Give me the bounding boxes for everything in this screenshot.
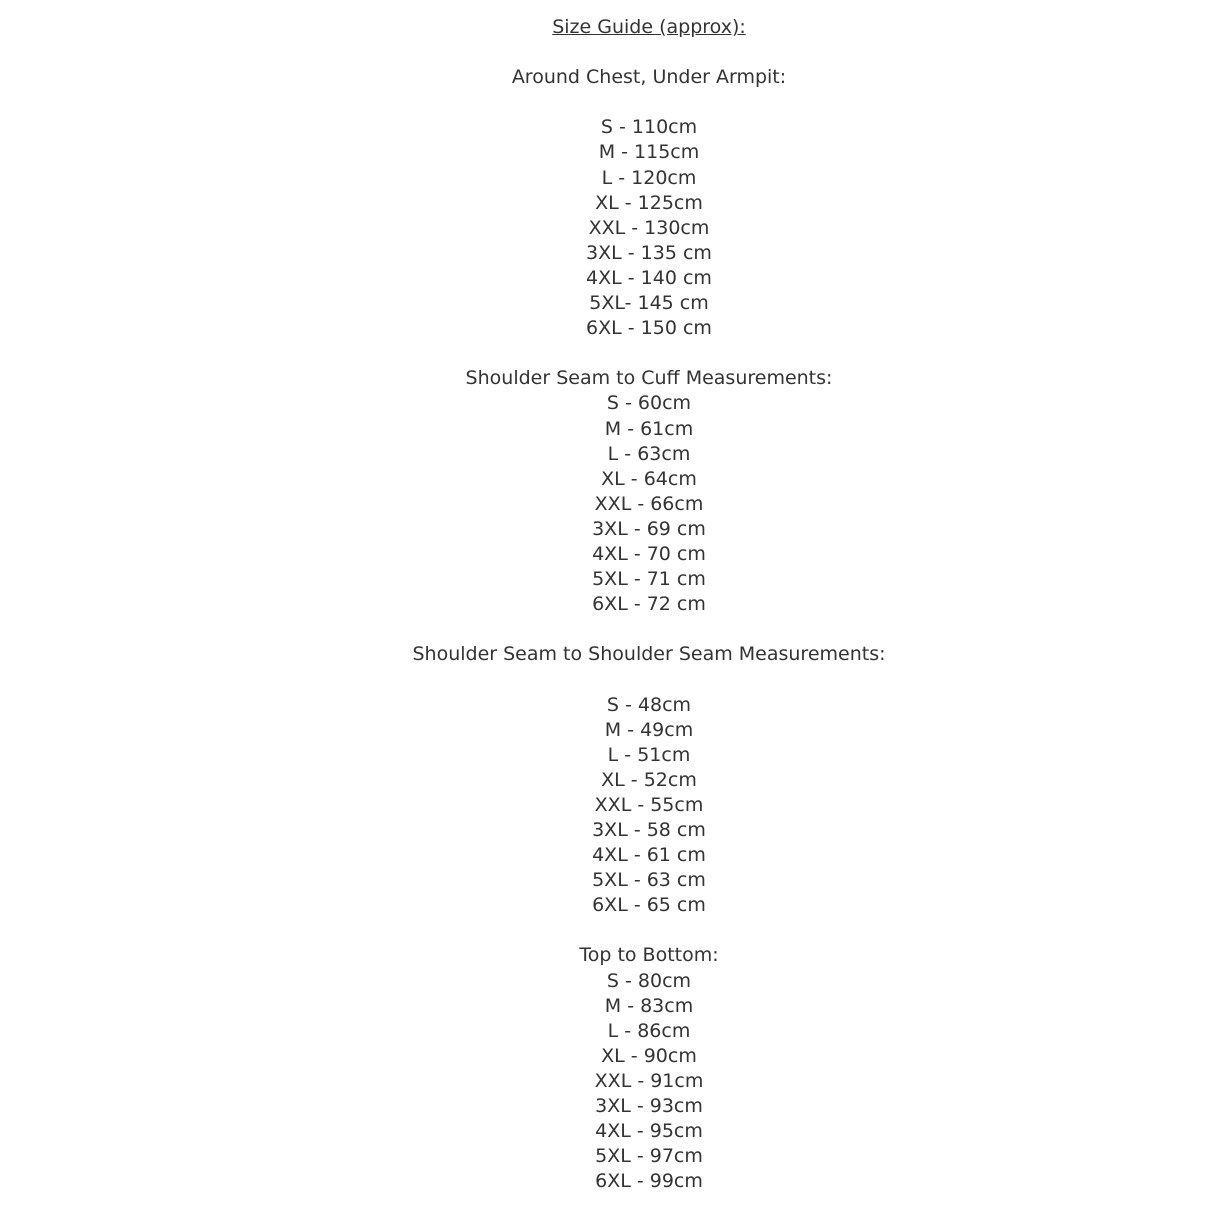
size-row: L - 120cm: [601, 166, 697, 189]
size-row: 5XL- 145 cm: [589, 292, 709, 315]
size-row: 4XL - 61 cm: [592, 844, 706, 867]
spacer: [84, 90, 1214, 115]
size-row: 4XL - 95cm: [595, 1120, 703, 1143]
size-row: XL - 125cm: [595, 191, 703, 214]
size-row: 6XL - 99cm: [595, 1170, 703, 1193]
size-row: XXL - 130cm: [588, 216, 710, 239]
size-row: 5XL - 97cm: [595, 1145, 703, 1168]
size-row: L - 86cm: [607, 1019, 691, 1042]
size-row: 3XL - 58 cm: [592, 819, 706, 841]
size-row: M - 61cm: [604, 417, 694, 440]
section-seam-to-seam: [84, 642, 1214, 918]
size-row: L - 63cm: [607, 442, 691, 465]
size-row: S - 48cm: [606, 693, 692, 716]
section-around-chest: [84, 65, 1214, 341]
size-row: M - 83cm: [604, 994, 694, 1017]
spacer: [84, 40, 1214, 65]
size-row: 4XL - 70 cm: [592, 542, 706, 565]
size-row: M - 49cm: [604, 718, 694, 741]
size-row: 4XL - 140 cm: [586, 266, 712, 289]
section-seam-to-cuff: [84, 366, 1214, 617]
size-row: XXL - 66cm: [594, 492, 704, 515]
size-row: XL - 90cm: [601, 1044, 697, 1067]
size-row: XL - 64cm: [601, 467, 697, 490]
size-row: S - 110cm: [600, 116, 698, 139]
section-heading: Around Chest, Under Armpit:: [511, 66, 787, 89]
size-row: XL - 52cm: [601, 768, 697, 791]
size-row: 6XL - 72 cm: [592, 593, 706, 616]
size-row: L - 51cm: [607, 743, 691, 766]
size-row: 3XL - 69 cm: [592, 517, 706, 540]
size-row: 5XL - 63 cm: [592, 869, 706, 892]
size-row: M - 115cm: [598, 141, 700, 164]
size-row: 5XL - 71 cm: [592, 568, 706, 591]
size-row: 6XL - 65 cm: [592, 894, 706, 917]
section-heading: Shoulder Seam to Cuff Measurements:: [465, 367, 833, 390]
size-row: XXL - 55cm: [594, 793, 704, 816]
section-heading: Shoulder Seam to Shoulder Seam Measurements:: [412, 643, 886, 666]
spacer: [84, 341, 1214, 366]
spacer: [84, 617, 1214, 642]
size-row: S - 80cm: [606, 969, 692, 992]
size-row: 6XL - 150 cm: [586, 317, 712, 340]
page-title: Size Guide (approx):: [552, 16, 746, 38]
size-row: S - 60cm: [606, 392, 692, 415]
size-row: 3XL - 93cm: [595, 1095, 703, 1118]
size-row: XXL - 91cm: [594, 1069, 704, 1092]
size-row: 3XL - 135 cm: [586, 241, 712, 264]
section-top-to-bottom: [84, 943, 1214, 1194]
section-heading: Top to Bottom:: [579, 944, 719, 967]
spacer: [84, 918, 1214, 943]
spacer: [84, 667, 1214, 692]
